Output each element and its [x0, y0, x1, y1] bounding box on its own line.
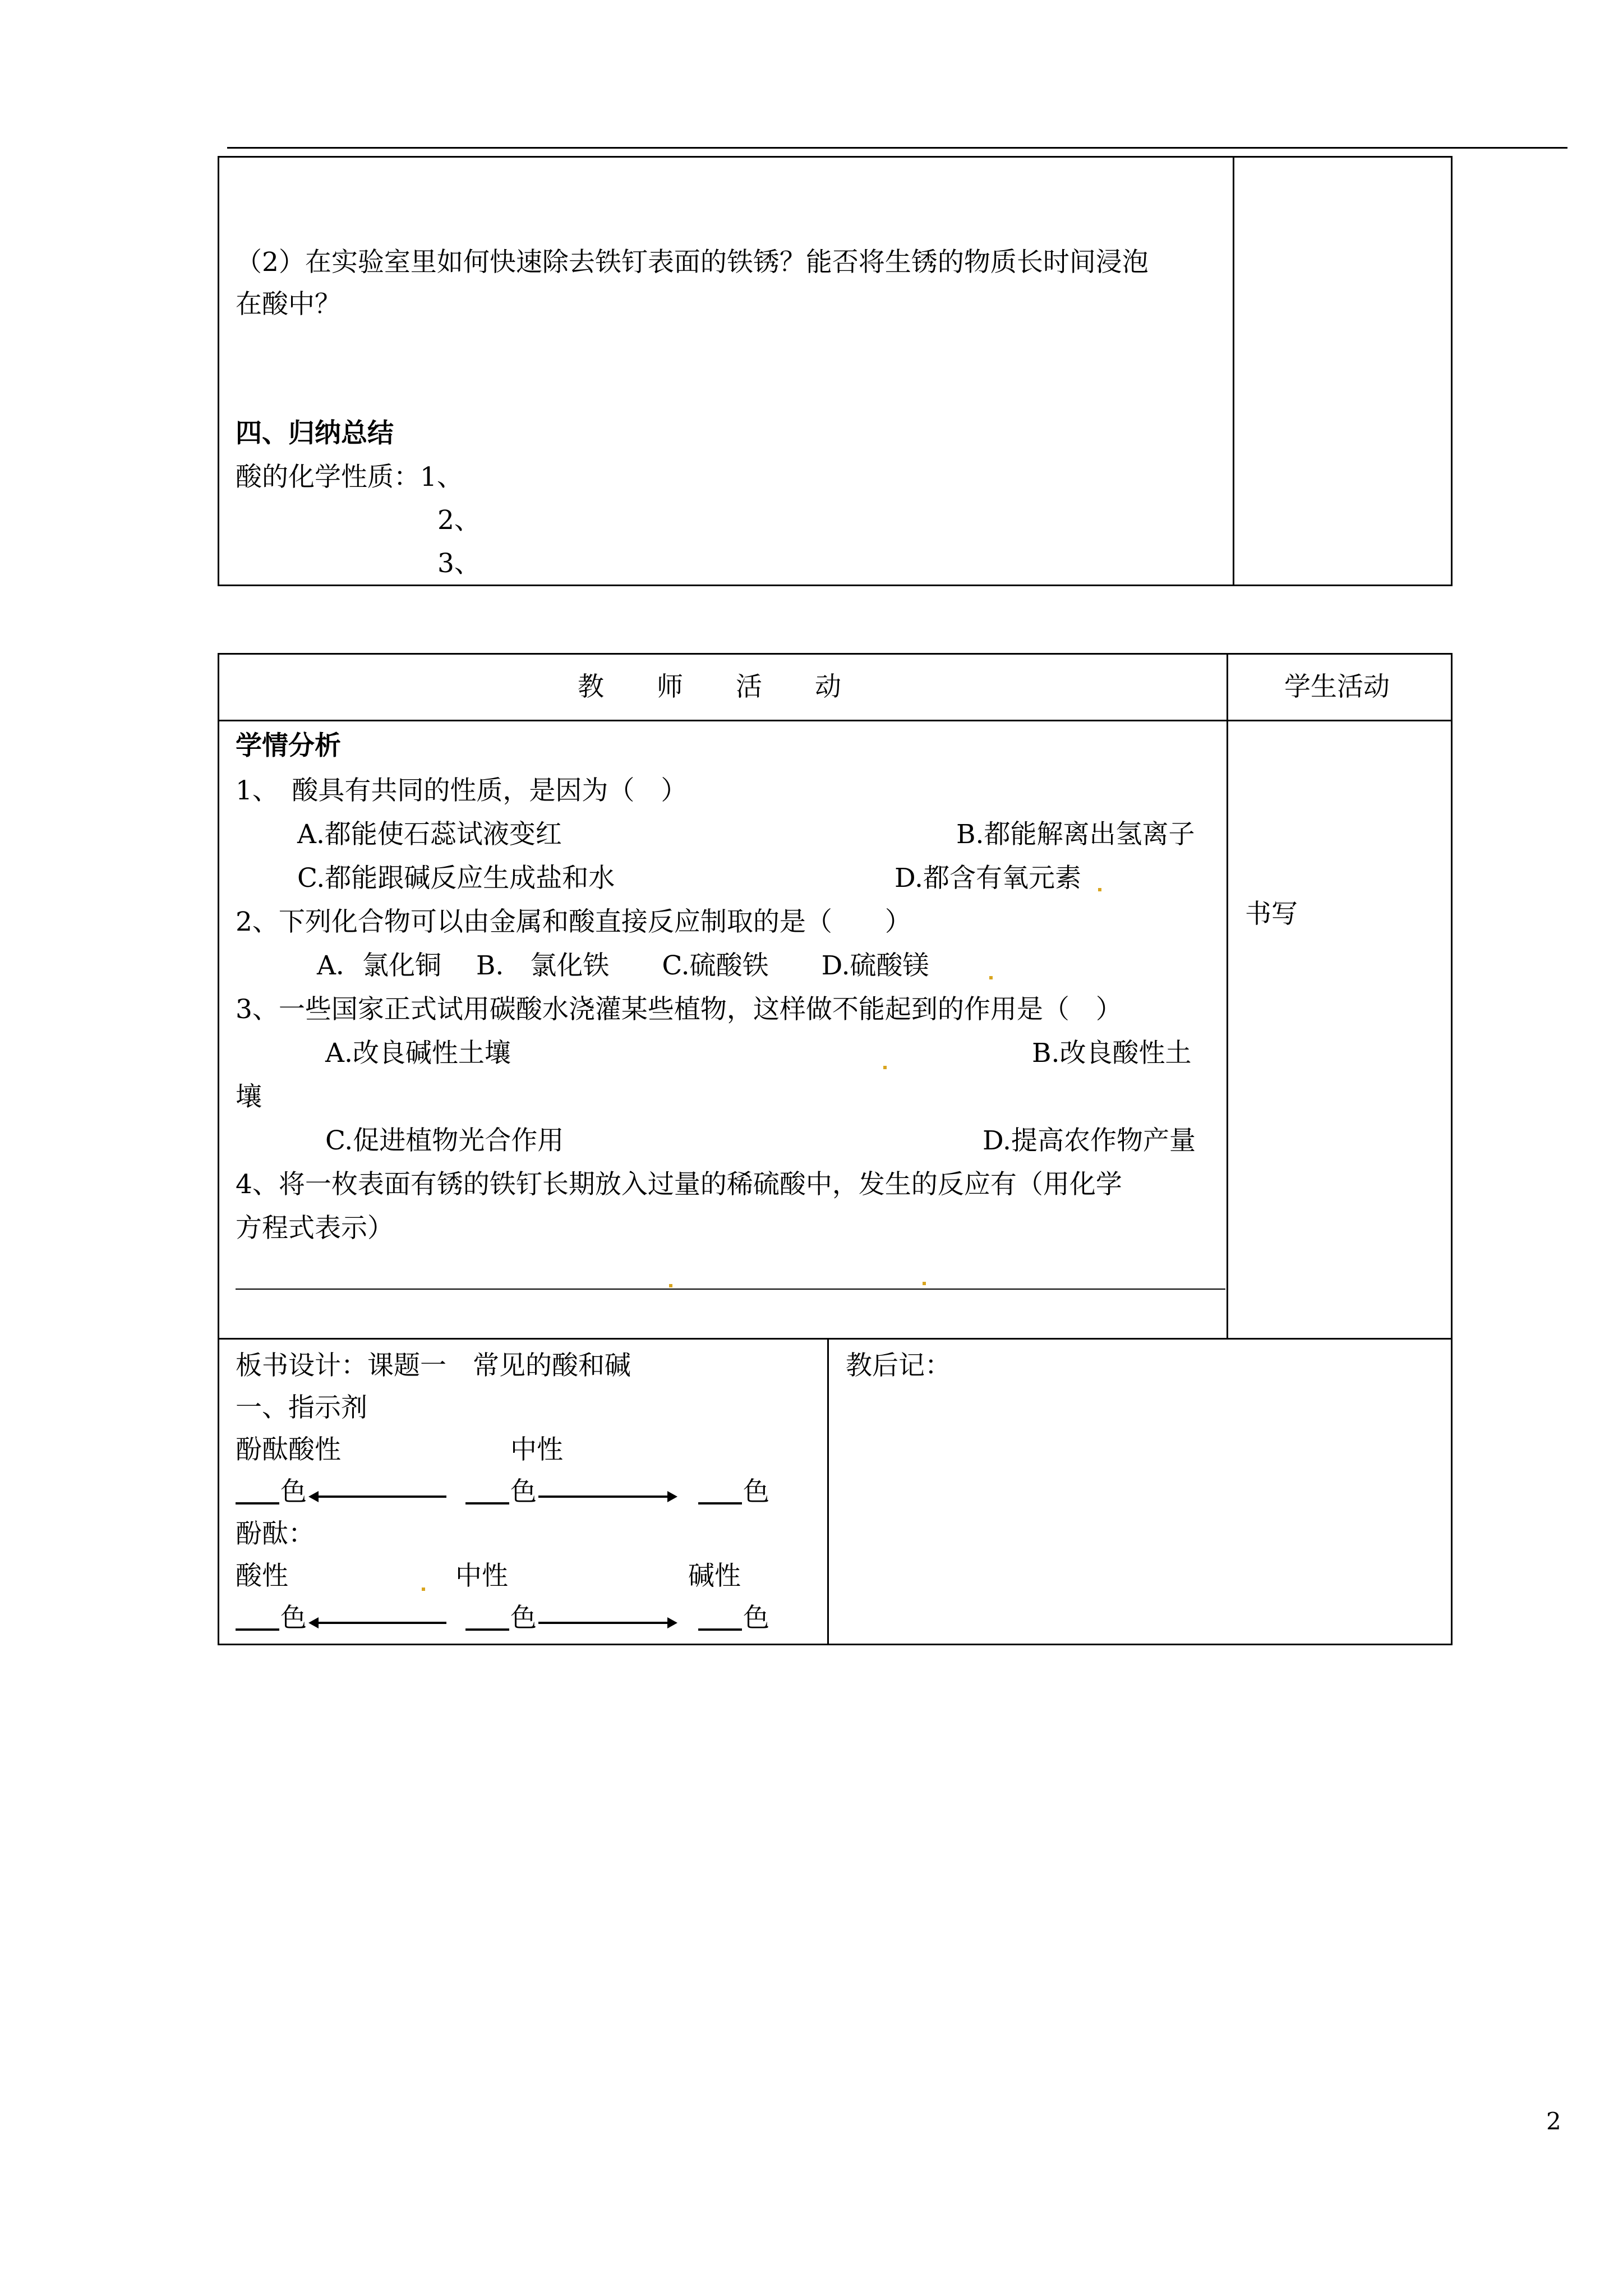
board-acid: 酸性 — [236, 1561, 288, 1591]
q1-option-c: C.都能跟碱反应生成盐和水 — [297, 863, 615, 894]
q2-stem: 2、下列化合物可以由金属和酸直接反应制取的是（ ） — [236, 907, 911, 937]
page-number: 2 — [1546, 2108, 1561, 2135]
q1-option-b: B.都能解离出氢离子 — [956, 819, 1195, 850]
q3-option-b: B.改良酸性土 — [1032, 1038, 1192, 1069]
q3-option-a: A.改良碱性土壤 — [325, 1038, 511, 1069]
board-row1-left: 酚酞酸性 — [236, 1434, 341, 1465]
student-activity-text: 书写 — [1245, 899, 1298, 930]
q2-options: A．氯化铜 B. 氯化铁 C.硫酸铁 D.硫酸镁 — [317, 950, 929, 981]
q4-line-1: 4、将一枚表面有锈的铁钉长期放入过量的稀硫酸中，发生的反应有（用化学 — [236, 1169, 1122, 1200]
question-2-line-1: （2）在实验室里如何快速除去铁钉表面的铁锈？能否将生锈的物质长时间浸泡 — [236, 247, 1149, 278]
board-label-2: 酚酞： — [236, 1519, 315, 1549]
summary-heading: 四、归纳总结 — [236, 418, 394, 449]
q4-answer-line[interactable] — [236, 1289, 1225, 1290]
q1-stem: 1、 酸具有共同的性质，是因为（ ） — [236, 775, 688, 806]
post-class-notes: 教后记： — [846, 1350, 951, 1381]
summary-item-2: 2、 — [437, 505, 481, 536]
board-neutral: 中性 — [455, 1561, 508, 1591]
color-row-2: 色 色 色 — [236, 1602, 819, 1635]
board-row1-mid: 中性 — [510, 1434, 563, 1465]
summary-label: 酸的化学性质：1、 — [236, 462, 463, 493]
q3-option-d: D.提高农作物产量 — [983, 1125, 1196, 1156]
q3-option-c: C.促进植物光合作用 — [325, 1125, 564, 1156]
board-design-subtitle: 一、指示剂 — [236, 1392, 367, 1423]
arrow-right-icon — [667, 1491, 677, 1502]
q3-stem: 3、一些国家正式试用碳酸水浇灌某些植物，这样做不能起到的作用是（ ） — [236, 994, 1122, 1025]
arrow-right-icon — [667, 1617, 677, 1628]
q3-option-b-continued: 壤 — [236, 1082, 262, 1112]
analysis-heading: 学情分析 — [236, 730, 341, 761]
header-rule — [227, 147, 1567, 149]
q1-option-d: D.都含有氧元素 — [895, 863, 1081, 894]
q4-line-2: 方程式表示） — [236, 1213, 394, 1244]
header-teacher-activity: 教 师 活 动 — [578, 671, 841, 702]
question-2-line-2: 在酸中？ — [236, 289, 341, 320]
summary-item-3: 3、 — [437, 548, 481, 579]
board-base: 碱性 — [688, 1561, 741, 1591]
board-design-title: 板书设计：课题一 常见的酸和碱 — [236, 1350, 631, 1381]
header-student-activity: 学生活动 — [1284, 671, 1390, 702]
q1-option-a: A.都能使石蕊试液变红 — [297, 819, 562, 850]
color-row-1: 色 色 色 — [236, 1475, 819, 1509]
